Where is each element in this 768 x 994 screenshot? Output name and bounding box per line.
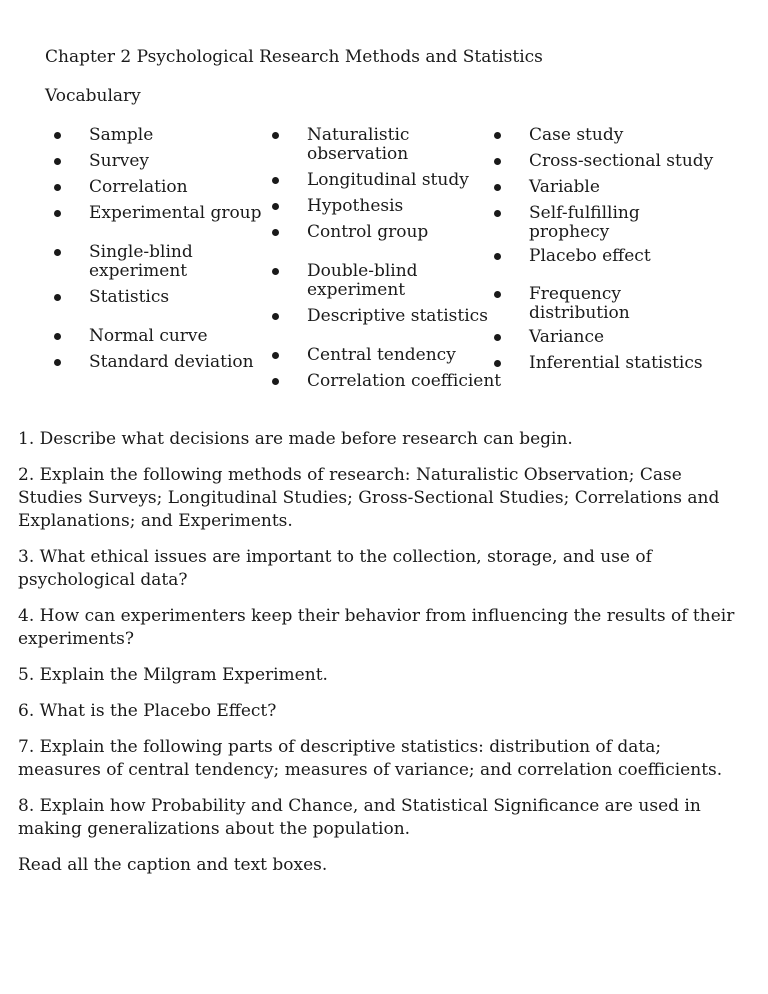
vocab-term: Hypothesis — [270, 197, 515, 216]
question-3: 3. What ethical issues are important to the collection, storage, and use of psychological data? — [18, 547, 652, 590]
question-6: 6. What is the Placebo Effect? — [18, 701, 277, 721]
vocab-term: Double-blind experiment — [270, 262, 427, 300]
vocab-term: Survey — [52, 152, 297, 171]
vocab-term: Correlation — [52, 178, 297, 197]
vocab-group — [52, 243, 297, 307]
vocab-term: Case study — [492, 126, 732, 145]
closing-instruction: Read all the caption and text boxes. — [18, 855, 328, 875]
vocab-term: Variance — [492, 328, 732, 347]
question-8: 8. Explain how Probability and Chance, and Statistical Significance are used in making generalizations about the population. — [18, 796, 701, 839]
vocab-term: Cross-sectional study — [492, 152, 732, 171]
vocab-group — [270, 262, 515, 326]
vocab-term: Correlation coefficient — [270, 372, 515, 391]
vocab-group — [492, 126, 732, 266]
question-5: 5. Explain the Milgram Experiment. — [18, 665, 328, 685]
vocab-term: Variable — [492, 178, 732, 197]
vocab-term: Single-blind experiment — [52, 243, 209, 281]
vocab-term: Self-fulfilling prophecy — [492, 204, 649, 242]
question-7: 7. Explain the following parts of descriptive statistics: distribution of data; measures of central tendency; measures of variance; and correlation coefficients. — [18, 737, 723, 780]
question-1: 1. Describe what decisions are made before research can begin. — [18, 429, 573, 449]
vocab-term: Longitudinal study — [270, 171, 515, 190]
vocab-term: Frequency distribution — [492, 285, 649, 323]
question-2: 2. Explain the following methods of research: Naturalistic Observation; Case Studies Surveys; Longitudinal Studies; Gross-Sectional Studies; Correlations and Explanations; and Experiments. — [18, 465, 720, 531]
vocab-term: Central tendency — [270, 346, 515, 365]
vocab-term: Experimental group — [52, 204, 297, 223]
vocab-column-2 — [270, 126, 515, 398]
vocabulary-heading: Vocabulary — [45, 86, 141, 106]
vocab-term: Placebo effect — [492, 247, 732, 266]
vocab-group — [52, 126, 297, 223]
vocab-term: Inferential statistics — [492, 354, 732, 373]
vocab-group — [270, 126, 515, 242]
vocab-term: Normal curve — [52, 327, 297, 346]
vocab-group — [492, 285, 732, 373]
vocab-term: Sample — [52, 126, 297, 145]
vocab-term: Naturalistic observation — [270, 126, 515, 164]
vocab-column-1 — [52, 126, 297, 379]
page-title: Chapter 2 Psychological Research Methods and Statistics — [45, 47, 543, 67]
vocab-term: Descriptive statistics — [270, 307, 515, 326]
vocab-group — [52, 327, 297, 372]
vocab-column-3 — [492, 126, 732, 380]
vocab-term: Standard deviation — [52, 353, 297, 372]
vocab-group — [270, 346, 515, 391]
question-4: 4. How can experimenters keep their behavior from influencing the results of their experiments? — [18, 606, 735, 649]
vocab-term: Control group — [270, 223, 515, 242]
vocab-term: Statistics — [52, 288, 297, 307]
question-list — [18, 428, 738, 890]
